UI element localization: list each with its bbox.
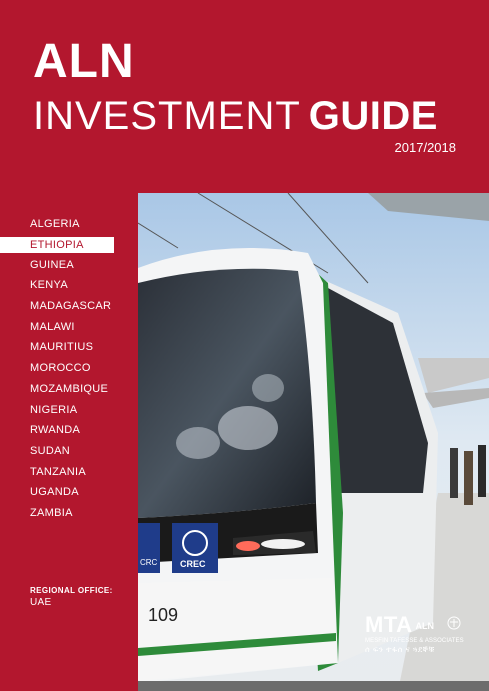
brand-title: ALN [33, 35, 135, 88]
ground [138, 681, 489, 691]
country-item[interactable]: GUINEA [30, 258, 74, 271]
tram-headlight [261, 539, 305, 549]
cloud-reflection [218, 406, 278, 450]
logo-aln-text: ALN [415, 621, 435, 631]
guide-title-light: INVESTMENT [33, 94, 301, 138]
crc-badge-text: CRC [140, 558, 158, 567]
passenger [464, 451, 473, 505]
country-item[interactable]: MADAGASCAR [30, 300, 112, 313]
country-item[interactable]: SUDAN [30, 444, 71, 457]
tram-headlight [236, 541, 260, 551]
logo-amharic-name: ሰ ፍን ተፋሰ ና ጓደኞቹ [365, 645, 435, 655]
country-item[interactable]: ZAMBIA [30, 506, 73, 519]
country-item[interactable]: UGANDA [30, 486, 79, 499]
country-item[interactable]: KENYA [30, 279, 68, 292]
logo-firm-name: MESFIN TAFESSE & ASSOCIATES [365, 638, 464, 644]
country-item[interactable]: NIGERIA [30, 403, 78, 416]
edition-year: 2017/2018 [394, 140, 456, 155]
mta-aln-logo [365, 614, 465, 655]
logo-scales-icon [447, 616, 461, 630]
country-item[interactable]: MAURITIUS [30, 341, 94, 354]
cloud-reflection [176, 427, 220, 459]
country-item[interactable]: TANZANIA [30, 465, 86, 478]
country-item[interactable]: ALGERIA [30, 218, 80, 230]
country-item[interactable]: MALAWI [30, 320, 75, 333]
tram-number: 109 [148, 605, 179, 625]
country-item[interactable]: MOZAMBIQUE [30, 382, 109, 395]
cloud-reflection [252, 374, 284, 402]
country-item[interactable]: RWANDA [30, 424, 81, 437]
country-list [0, 214, 120, 524]
regional-office-value: UAE [30, 597, 52, 608]
guide-title [33, 96, 438, 136]
regional-office-label: REGIONAL OFFICE: [30, 586, 113, 595]
tram-windshield [138, 269, 316, 518]
guide-title-bold: GUIDE [308, 94, 438, 138]
passenger [450, 448, 458, 498]
tram-bumper [138, 578, 336, 681]
logo-mta-text: MTA [365, 612, 413, 637]
country-item[interactable]: MOROCCO [30, 362, 91, 375]
passenger [478, 445, 486, 497]
country-item-selected[interactable]: ETHIOPIA [0, 237, 114, 253]
crec-badge-text: CREC [180, 559, 206, 569]
